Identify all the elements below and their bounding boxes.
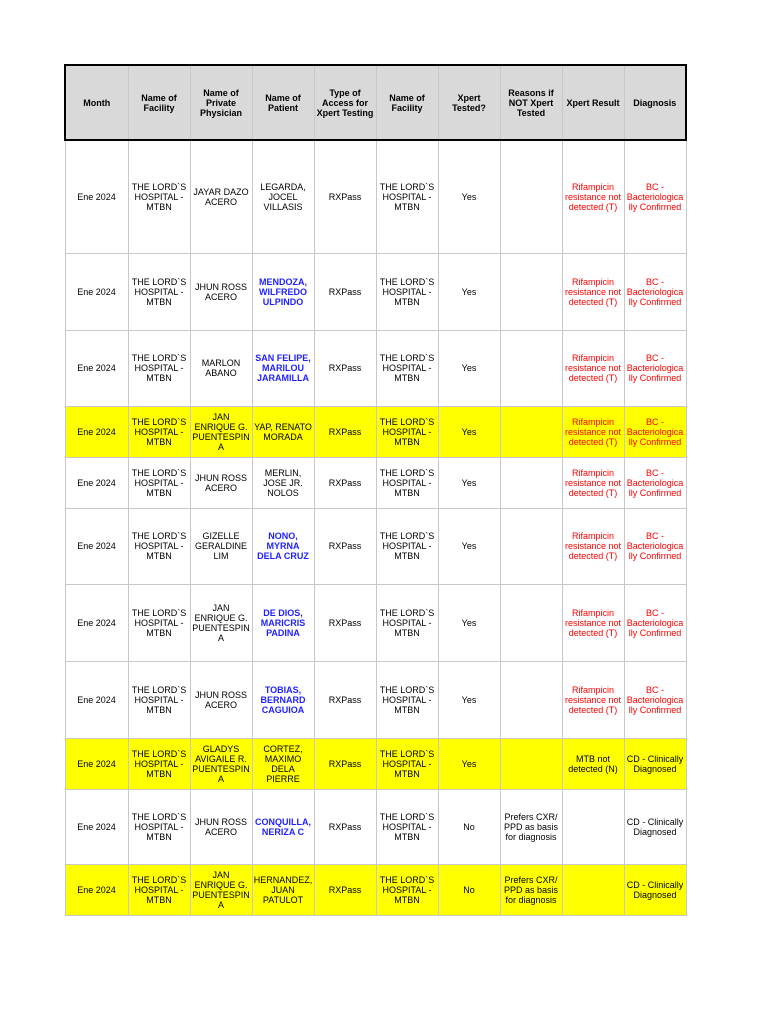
cell-diagnosis: BC - Bacteriologica lly Confirmed — [624, 457, 686, 508]
cell-month: Ene 2024 — [65, 508, 128, 584]
header-patient: Name of Patient — [252, 65, 314, 140]
cell-xpert-result: Rifampicin resistance not detected (T) — [562, 584, 624, 661]
cell-month: Ene 2024 — [65, 864, 128, 915]
cell-reasons: Prefers CXR/ PPD as basis for diagnosis — [500, 789, 562, 864]
table-row — [65, 508, 686, 584]
cell-testing-facility: THE LORD`S HOSPITAL - MTBN — [376, 406, 438, 457]
cell-diagnosis: CD - Clinically Diagnosed — [624, 864, 686, 915]
cell-patient: MERLIN, JOSE JR. NOLOS — [252, 457, 314, 508]
cell-xpert-result — [562, 864, 624, 915]
cell-physician: JAYAR DAZO ACERO — [190, 140, 252, 253]
cell-facility: THE LORD`S HOSPITAL - MTBN — [128, 330, 190, 406]
cell-physician: JHUN ROSS ACERO — [190, 789, 252, 864]
cell-month: Ene 2024 — [65, 406, 128, 457]
cell-patient: NONO, MYRNA DELA CRUZ — [252, 508, 314, 584]
cell-xpert-result: Rifampicin resistance not detected (T) — [562, 253, 624, 330]
cell-xpert-result: MTB not detected (N) — [562, 738, 624, 789]
table-row — [65, 330, 686, 406]
cell-access-type: RXPass — [314, 738, 376, 789]
cell-reasons — [500, 508, 562, 584]
cell-physician: GIZELLE GERALDINE LIM — [190, 508, 252, 584]
table-row — [65, 864, 686, 915]
header-access-type: Type of Access for Xpert Testing — [314, 65, 376, 140]
cell-testing-facility: THE LORD`S HOSPITAL - MTBN — [376, 661, 438, 738]
cell-access-type: RXPass — [314, 406, 376, 457]
cell-access-type: RXPass — [314, 661, 376, 738]
cell-patient: YAP, RENATO MORADA — [252, 406, 314, 457]
cell-access-type: RXPass — [314, 140, 376, 253]
cell-diagnosis: BC - Bacteriologica lly Confirmed — [624, 584, 686, 661]
cell-month: Ene 2024 — [65, 584, 128, 661]
cell-xpert-tested: Yes — [438, 508, 500, 584]
cell-reasons — [500, 330, 562, 406]
cell-testing-facility: THE LORD`S HOSPITAL - MTBN — [376, 738, 438, 789]
cell-access-type: RXPass — [314, 253, 376, 330]
header-reasons: Reasons if NOT Xpert Tested — [500, 65, 562, 140]
table-row — [65, 253, 686, 330]
cell-xpert-result: Rifampicin resistance not detected (T) — [562, 508, 624, 584]
header-diagnosis: Diagnosis — [624, 65, 686, 140]
cell-xpert-result: Rifampicin resistance not detected (T) — [562, 406, 624, 457]
cell-xpert-tested: Yes — [438, 661, 500, 738]
cell-xpert-tested: Yes — [438, 140, 500, 253]
cell-diagnosis: CD - Clinically Diagnosed — [624, 789, 686, 864]
cell-reasons — [500, 457, 562, 508]
table-row — [65, 789, 686, 864]
cell-diagnosis: BC - Bacteriologica lly Confirmed — [624, 406, 686, 457]
cell-month: Ene 2024 — [65, 253, 128, 330]
cell-reasons — [500, 140, 562, 253]
header-physician: Name of Private Physician — [190, 65, 252, 140]
cell-xpert-tested: No — [438, 864, 500, 915]
cell-testing-facility: THE LORD`S HOSPITAL - MTBN — [376, 253, 438, 330]
cell-facility: THE LORD`S HOSPITAL - MTBN — [128, 253, 190, 330]
cell-facility: THE LORD`S HOSPITAL - MTBN — [128, 140, 190, 253]
header-xpert-result: Xpert Result — [562, 65, 624, 140]
table-row — [65, 457, 686, 508]
cell-physician: MARLON ABANO — [190, 330, 252, 406]
cell-xpert-result: Rifampicin resistance not detected (T) — [562, 457, 624, 508]
cell-month: Ene 2024 — [65, 738, 128, 789]
cell-diagnosis: BC - Bacteriologica lly Confirmed — [624, 140, 686, 253]
cell-reasons: Prefers CXR/ PPD as basis for diagnosis — [500, 864, 562, 915]
cell-testing-facility: THE LORD`S HOSPITAL - MTBN — [376, 140, 438, 253]
cell-reasons — [500, 738, 562, 789]
cell-xpert-tested: Yes — [438, 457, 500, 508]
cell-patient: LEGARDA, JOCEL VILLASIS — [252, 140, 314, 253]
cell-testing-facility: THE LORD`S HOSPITAL - MTBN — [376, 508, 438, 584]
cell-reasons — [500, 406, 562, 457]
table-row — [65, 406, 686, 457]
cell-facility: THE LORD`S HOSPITAL - MTBN — [128, 789, 190, 864]
cell-physician: JAN ENRIQUE G. PUENTESPINA — [190, 584, 252, 661]
cell-access-type: RXPass — [314, 864, 376, 915]
cell-facility: THE LORD`S HOSPITAL - MTBN — [128, 406, 190, 457]
cell-patient: MENDOZA, WILFREDO ULPINDO — [252, 253, 314, 330]
table-row — [65, 661, 686, 738]
cell-diagnosis: CD - Clinically Diagnosed — [624, 738, 686, 789]
cell-month: Ene 2024 — [65, 330, 128, 406]
cell-xpert-tested: Yes — [438, 738, 500, 789]
table-row — [65, 738, 686, 789]
cell-physician: JHUN ROSS ACERO — [190, 457, 252, 508]
cell-physician: JHUN ROSS ACERO — [190, 253, 252, 330]
cell-facility: THE LORD`S HOSPITAL - MTBN — [128, 508, 190, 584]
cell-reasons — [500, 253, 562, 330]
cell-diagnosis: BC - Bacteriologica lly Confirmed — [624, 508, 686, 584]
cell-physician: JAN ENRIQUE G. PUENTESPINA — [190, 406, 252, 457]
cell-testing-facility: THE LORD`S HOSPITAL - MTBN — [376, 584, 438, 661]
cell-xpert-result: Rifampicin resistance not detected (T) — [562, 330, 624, 406]
cell-facility: THE LORD`S HOSPITAL - MTBN — [128, 661, 190, 738]
cell-diagnosis: BC - Bacteriologica lly Confirmed — [624, 661, 686, 738]
cell-patient: DE DIOS, MARICRIS PADINA — [252, 584, 314, 661]
tb-register-table — [64, 64, 687, 916]
cell-xpert-result — [562, 789, 624, 864]
cell-access-type: RXPass — [314, 789, 376, 864]
cell-reasons — [500, 584, 562, 661]
cell-access-type: RXPass — [314, 330, 376, 406]
cell-reasons — [500, 661, 562, 738]
cell-facility: THE LORD`S HOSPITAL - MTBN — [128, 457, 190, 508]
cell-facility: THE LORD`S HOSPITAL - MTBN — [128, 864, 190, 915]
header-xpert-tested: Xpert Tested? — [438, 65, 500, 140]
cell-physician: JAN ENRIQUE G. PUENTESPINA — [190, 864, 252, 915]
header-row — [65, 65, 686, 140]
cell-patient: SAN FELIPE, MARILOU JARAMILLA — [252, 330, 314, 406]
table-header — [65, 65, 686, 140]
cell-testing-facility: THE LORD`S HOSPITAL - MTBN — [376, 457, 438, 508]
table-body — [65, 140, 686, 915]
cell-xpert-tested: Yes — [438, 584, 500, 661]
cell-physician: JHUN ROSS ACERO — [190, 661, 252, 738]
cell-facility: THE LORD`S HOSPITAL - MTBN — [128, 738, 190, 789]
cell-testing-facility: THE LORD`S HOSPITAL - MTBN — [376, 330, 438, 406]
cell-facility: THE LORD`S HOSPITAL - MTBN — [128, 584, 190, 661]
cell-testing-facility: THE LORD`S HOSPITAL - MTBN — [376, 864, 438, 915]
cell-month: Ene 2024 — [65, 140, 128, 253]
table-row — [65, 584, 686, 661]
cell-xpert-tested: Yes — [438, 253, 500, 330]
cell-month: Ene 2024 — [65, 661, 128, 738]
cell-xpert-result: Rifampicin resistance not detected (T) — [562, 140, 624, 253]
cell-patient: CONQUILLA, NERIZA C — [252, 789, 314, 864]
cell-month: Ene 2024 — [65, 457, 128, 508]
cell-access-type: RXPass — [314, 457, 376, 508]
cell-month: Ene 2024 — [65, 789, 128, 864]
cell-diagnosis: BC - Bacteriologica lly Confirmed — [624, 253, 686, 330]
cell-patient: TOBIAS, BERNARD CAGUIOA — [252, 661, 314, 738]
cell-access-type: RXPass — [314, 584, 376, 661]
cell-xpert-tested: Yes — [438, 330, 500, 406]
cell-xpert-result: Rifampicin resistance not detected (T) — [562, 661, 624, 738]
cell-xpert-tested: No — [438, 789, 500, 864]
cell-testing-facility: THE LORD`S HOSPITAL - MTBN — [376, 789, 438, 864]
cell-patient: HERNANDEZ, JUAN PATULOT — [252, 864, 314, 915]
cell-physician: GLADYS AVIGAILE R. PUENTESPINA — [190, 738, 252, 789]
table-row — [65, 140, 686, 253]
header-month: Month — [65, 65, 128, 140]
cell-patient: CORTEZ, MAXIMO DELA PIERRE — [252, 738, 314, 789]
header-testing-facility: Name of Facility — [376, 65, 438, 140]
cell-diagnosis: BC - Bacteriologica lly Confirmed — [624, 330, 686, 406]
cell-xpert-tested: Yes — [438, 406, 500, 457]
header-facility: Name of Facility — [128, 65, 190, 140]
cell-access-type: RXPass — [314, 508, 376, 584]
